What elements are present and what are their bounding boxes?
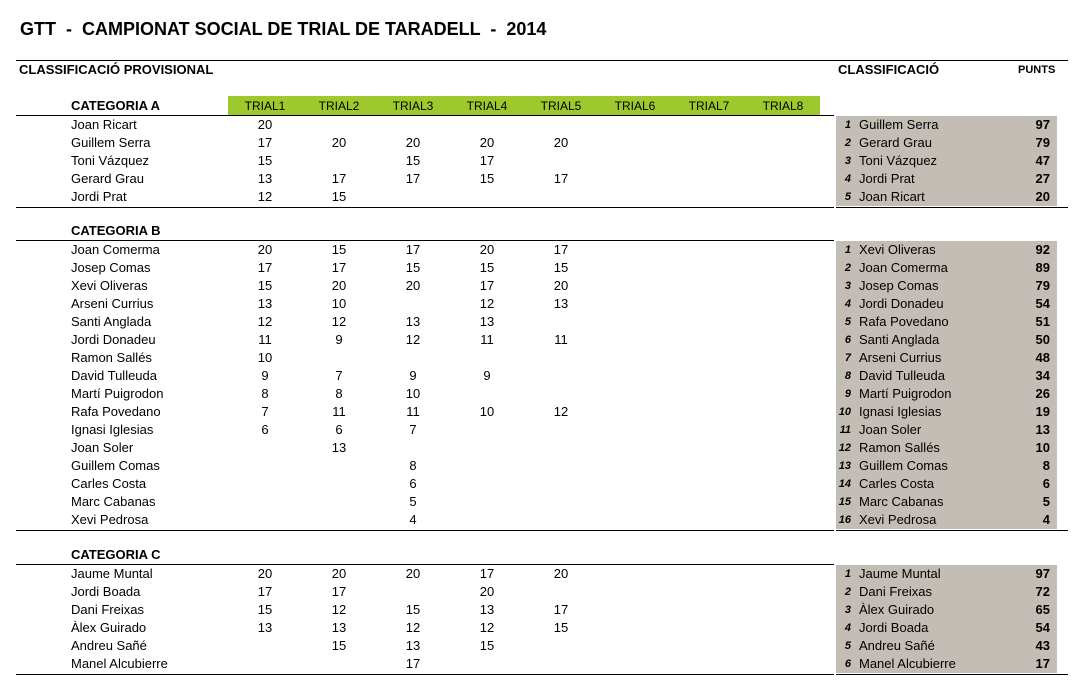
classification-rank: 2 <box>844 137 851 149</box>
classification-points: 48 <box>1035 350 1050 365</box>
table-row <box>0 439 1092 457</box>
trial3-score: 12 <box>405 620 421 635</box>
top-divider <box>16 60 1068 61</box>
classification-rank: 2 <box>844 586 851 598</box>
trial1-score: 15 <box>257 278 273 293</box>
classification-name: Marc Cabanas <box>859 494 944 509</box>
table-row <box>0 277 1092 295</box>
trial2-score: 17 <box>331 260 347 275</box>
table-row <box>0 421 1092 439</box>
trial4-score: 11 <box>480 332 494 347</box>
trial1-score: 17 <box>257 135 273 150</box>
trial3-score: 20 <box>405 135 421 150</box>
classification-rank: 6 <box>844 658 851 670</box>
classification-bottom-divider <box>836 674 1068 675</box>
trial1-score: 6 <box>261 422 269 437</box>
classification-name: Ramon Sallés <box>859 440 940 455</box>
trial5-score: 11 <box>554 332 568 347</box>
classification-name: Rafa Povedano <box>859 314 949 329</box>
table-row <box>0 583 1092 601</box>
trial5-score: 17 <box>553 171 569 186</box>
trial2-score: 6 <box>335 422 343 437</box>
classification-name: Xevi Oliveras <box>859 242 936 257</box>
trial3-header: TRIAL3 <box>392 99 434 113</box>
trial2-score: 15 <box>331 638 347 653</box>
trial1-score: 12 <box>257 314 273 329</box>
classification-rank: 7 <box>844 352 851 364</box>
table-row <box>0 331 1092 349</box>
table-row <box>0 259 1092 277</box>
table-row <box>0 601 1092 619</box>
trial4-score: 15 <box>479 260 495 275</box>
classification-points: 5 <box>1042 494 1050 509</box>
trial3-score: 20 <box>405 278 421 293</box>
trial1-score: 13 <box>257 620 273 635</box>
classification-name: Guillem Comas <box>859 458 948 473</box>
section-bottom-divider <box>16 674 834 675</box>
category-label: CATEGORIA B <box>71 223 161 238</box>
rider-name: Santi Anglada <box>71 314 152 329</box>
classification-points: 27 <box>1035 171 1050 186</box>
trial3-score: 10 <box>405 386 421 401</box>
table-row <box>0 637 1092 655</box>
classification-name: Guillem Serra <box>859 117 939 132</box>
trial1-score: 13 <box>257 171 273 186</box>
trial2-score: 9 <box>335 332 343 347</box>
trial5-header: TRIAL5 <box>540 99 582 113</box>
rider-name: Àlex Guirado <box>71 620 147 635</box>
trial2-score: 7 <box>335 368 343 383</box>
rider-name: Xevi Oliveras <box>71 278 148 293</box>
table-row <box>0 565 1092 583</box>
table-row <box>0 619 1092 637</box>
classification-rank: 2 <box>844 262 851 274</box>
classification-name: Joan Ricart <box>859 189 925 204</box>
trial1-score: 8 <box>261 386 269 401</box>
trial1-score: 20 <box>257 566 273 581</box>
classification-rank: 3 <box>844 280 851 292</box>
rider-name: Ignasi Iglesias <box>71 422 154 437</box>
table-row <box>0 349 1092 367</box>
trial4-score: 20 <box>479 584 495 599</box>
trial5-score: 20 <box>553 278 569 293</box>
table-row <box>0 655 1092 673</box>
trial4-score: 17 <box>479 153 495 168</box>
table-row <box>0 403 1092 421</box>
rider-name: Jordi Boada <box>71 584 141 599</box>
classification-rank: 5 <box>844 316 851 328</box>
trial3-score: 15 <box>405 260 421 275</box>
classification-name: Jordi Donadeu <box>859 296 944 311</box>
classification-bottom-divider <box>836 207 1068 208</box>
points-heading: PUNTS <box>1018 64 1056 76</box>
rider-name: Josep Comas <box>71 260 151 275</box>
classification-name: Manel Alcubierre <box>859 656 956 671</box>
classification-name: Josep Comas <box>859 278 939 293</box>
category-label: CATEGORIA A <box>71 98 161 113</box>
classification-points: 17 <box>1035 656 1050 671</box>
rider-name: Guillem Serra <box>71 135 151 150</box>
classification-rank: 3 <box>844 604 851 616</box>
rider-name: Jordi Donadeu <box>71 332 156 347</box>
trial5-score: 17 <box>553 602 569 617</box>
table-row <box>0 385 1092 403</box>
classification-points: 97 <box>1035 117 1050 132</box>
trial4-score: 15 <box>479 171 495 186</box>
classification-rank: 12 <box>838 442 851 454</box>
trial2-score: 20 <box>331 566 347 581</box>
rider-name: Manel Alcubierre <box>71 656 168 671</box>
classification-points: 6 <box>1042 476 1050 491</box>
classification-points: 20 <box>1035 189 1050 204</box>
classification-points: 79 <box>1035 135 1050 150</box>
rider-name: Xevi Pedrosa <box>71 512 149 527</box>
classification-points: 8 <box>1042 458 1050 473</box>
rider-name: Toni Vázquez <box>71 153 150 168</box>
trial2-score: 20 <box>331 278 347 293</box>
trial5-score: 20 <box>553 135 569 150</box>
classification-name: Ignasi Iglesias <box>859 404 942 419</box>
classification-name: Carles Costa <box>859 476 935 491</box>
classification-rank: 11 <box>839 424 851 436</box>
trial2-score: 8 <box>335 386 343 401</box>
classification-name: Martí Puigrodon <box>859 386 952 401</box>
trial7-header: TRIAL7 <box>688 99 730 113</box>
trial1-score: 17 <box>257 260 273 275</box>
rider-name: Jaume Muntal <box>71 566 153 581</box>
rider-name: Martí Puigrodon <box>71 386 164 401</box>
trial2-score: 12 <box>331 602 347 617</box>
trial1-score: 15 <box>257 602 273 617</box>
rider-name: Jordi Prat <box>71 189 127 204</box>
trial1-score: 11 <box>258 332 272 347</box>
classification-rank: 4 <box>844 173 851 185</box>
table-row <box>0 170 1092 188</box>
trial3-score: 6 <box>409 476 417 491</box>
trial2-score: 15 <box>331 189 347 204</box>
classification-rank: 1 <box>844 568 851 580</box>
trial5-score: 12 <box>553 404 569 419</box>
trial1-score: 20 <box>257 242 273 257</box>
page-title: GTT - CAMPIONAT SOCIAL DE TRIAL DE TARADELL - 2014 <box>20 19 547 39</box>
trial4-header: TRIAL4 <box>466 99 508 113</box>
trial4-score: 13 <box>479 314 495 329</box>
classification-name: Joan Soler <box>859 422 922 437</box>
classification-rank: 16 <box>838 514 851 526</box>
trial3-score: 15 <box>405 602 421 617</box>
classification-rank: 1 <box>844 119 851 131</box>
trial1-score: 20 <box>257 117 273 132</box>
classification-name: Jordi Boada <box>859 620 929 635</box>
trial3-score: 4 <box>409 512 417 527</box>
trial3-score: 12 <box>405 332 421 347</box>
trial5-score: 17 <box>553 242 569 257</box>
trial4-score: 12 <box>479 296 495 311</box>
trial2-score: 17 <box>331 171 347 186</box>
table-row <box>0 367 1092 385</box>
classification-rank: 6 <box>844 334 851 346</box>
rider-name: Arseni Currius <box>71 296 154 311</box>
classification-name: Gerard Grau <box>859 135 932 150</box>
classification-points: 92 <box>1035 242 1050 257</box>
trial3-score: 5 <box>409 494 417 509</box>
classification-points: 43 <box>1035 638 1050 653</box>
classification-name: Arseni Currius <box>859 350 942 365</box>
classification-rank: 4 <box>844 622 851 634</box>
rider-name: Marc Cabanas <box>71 494 156 509</box>
classification-points: 26 <box>1035 386 1050 401</box>
section-bottom-divider <box>16 530 834 531</box>
trial3-score: 13 <box>405 314 421 329</box>
classification-name: Àlex Guirado <box>859 602 935 617</box>
trial1-score: 9 <box>261 368 269 383</box>
classification-name: Toni Vázquez <box>859 153 938 168</box>
trial3-score: 8 <box>409 458 417 473</box>
classification-points: 97 <box>1035 566 1050 581</box>
trial3-score: 17 <box>405 171 421 186</box>
trial8-header: TRIAL8 <box>762 99 804 113</box>
trial5-score: 15 <box>553 260 569 275</box>
trial3-score: 15 <box>405 153 421 168</box>
table-row <box>0 241 1092 259</box>
classification-rank: 4 <box>844 298 851 310</box>
provisional-heading: CLASSIFICACIÓ PROVISIONAL <box>19 62 214 77</box>
classification-heading: CLASSIFICACIÓ <box>838 62 940 77</box>
trial1-header: TRIAL1 <box>244 99 286 113</box>
classification-points: 34 <box>1035 368 1050 383</box>
trial6-header: TRIAL6 <box>614 99 656 113</box>
table-row <box>0 475 1092 493</box>
classification-rank: 8 <box>844 370 851 382</box>
rider-name: Guillem Comas <box>71 458 160 473</box>
trial3-score: 17 <box>405 242 421 257</box>
trial1-score: 10 <box>257 350 273 365</box>
classification-rank: 3 <box>844 155 851 167</box>
trial1-score: 17 <box>257 584 273 599</box>
table-row <box>0 134 1092 152</box>
classification-name: Jaume Muntal <box>859 566 941 581</box>
classification-rank: 13 <box>838 460 851 472</box>
table-row <box>0 295 1092 313</box>
table-row <box>0 457 1092 475</box>
category-label: CATEGORIA C <box>71 547 161 562</box>
table-row <box>0 493 1092 511</box>
trial4-score: 12 <box>479 620 495 635</box>
trial2-score: 12 <box>331 314 347 329</box>
trial5-score: 15 <box>553 620 569 635</box>
trial4-score: 10 <box>479 404 495 419</box>
classification-name: Dani Freixas <box>859 584 932 599</box>
classification-points: 65 <box>1035 602 1050 617</box>
table-row <box>0 511 1092 529</box>
trial4-score: 17 <box>479 278 495 293</box>
classification-points: 47 <box>1035 153 1050 168</box>
classification-rank: 1 <box>844 244 851 256</box>
classification-rank: 14 <box>838 478 851 490</box>
classification-rank: 5 <box>844 640 851 652</box>
classification-points: 54 <box>1035 620 1050 635</box>
classification-rank: 15 <box>838 496 851 508</box>
classification-rank: 10 <box>838 406 851 418</box>
trial1-score: 12 <box>257 189 273 204</box>
trial3-score: 9 <box>409 368 417 383</box>
classification-name: Joan Comerma <box>859 260 948 275</box>
rider-name: Dani Freixas <box>71 602 144 617</box>
trial1-score: 13 <box>257 296 273 311</box>
rider-name: Gerard Grau <box>71 171 144 186</box>
classification-rank: 9 <box>844 388 851 400</box>
classification-points: 19 <box>1035 404 1050 419</box>
trial4-score: 20 <box>479 242 495 257</box>
classification-name: David Tulleuda <box>859 368 945 383</box>
rider-name: David Tulleuda <box>71 368 157 383</box>
rider-name: Rafa Povedano <box>71 404 161 419</box>
classification-points: 51 <box>1035 314 1050 329</box>
classification-points: 79 <box>1035 278 1050 293</box>
trial3-score: 17 <box>405 656 421 671</box>
classification-points: 10 <box>1035 440 1050 455</box>
table-row <box>0 116 1092 134</box>
trial5-score: 13 <box>553 296 569 311</box>
classification-points: 54 <box>1035 296 1050 311</box>
trial1-score: 15 <box>257 153 273 168</box>
trial2-score: 13 <box>331 620 347 635</box>
rider-name: Joan Soler <box>71 440 134 455</box>
table-row <box>0 152 1092 170</box>
trial2-header: TRIAL2 <box>318 99 360 113</box>
trial2-score: 11 <box>332 404 346 419</box>
trial4-score: 20 <box>479 135 495 150</box>
classification-bottom-divider <box>836 530 1068 531</box>
rider-name: Joan Comerma <box>71 242 160 257</box>
classification-name: Andreu Sañé <box>859 638 935 653</box>
classification-points: 50 <box>1035 332 1050 347</box>
table-row <box>0 188 1092 206</box>
trial3-score: 7 <box>409 422 417 437</box>
section-bottom-divider <box>16 207 834 208</box>
rider-name: Ramon Sallés <box>71 350 152 365</box>
trial1-score: 7 <box>261 404 269 419</box>
classification-rank: 5 <box>844 191 851 203</box>
trial2-score: 10 <box>331 296 347 311</box>
trial2-score: 13 <box>331 440 347 455</box>
trial5-score: 20 <box>553 566 569 581</box>
trial2-score: 20 <box>331 135 347 150</box>
table-row <box>0 313 1092 331</box>
trial3-score: 11 <box>406 404 420 419</box>
trial4-score: 13 <box>479 602 495 617</box>
trial4-score: 9 <box>483 368 491 383</box>
rider-name: Carles Costa <box>71 476 147 491</box>
trial3-score: 13 <box>405 638 421 653</box>
classification-name: Xevi Pedrosa <box>859 512 937 527</box>
trial2-score: 15 <box>331 242 347 257</box>
trial4-score: 15 <box>479 638 495 653</box>
trial4-score: 17 <box>479 566 495 581</box>
trial2-score: 17 <box>331 584 347 599</box>
classification-name: Jordi Prat <box>859 171 915 186</box>
classification-name: Santi Anglada <box>859 332 940 347</box>
rider-name: Joan Ricart <box>71 117 137 132</box>
classification-points: 72 <box>1035 584 1050 599</box>
trial3-score: 20 <box>405 566 421 581</box>
classification-points: 13 <box>1035 422 1050 437</box>
classification-points: 4 <box>1042 512 1050 527</box>
classification-points: 89 <box>1035 260 1050 275</box>
rider-name: Andreu Sañé <box>71 638 147 653</box>
